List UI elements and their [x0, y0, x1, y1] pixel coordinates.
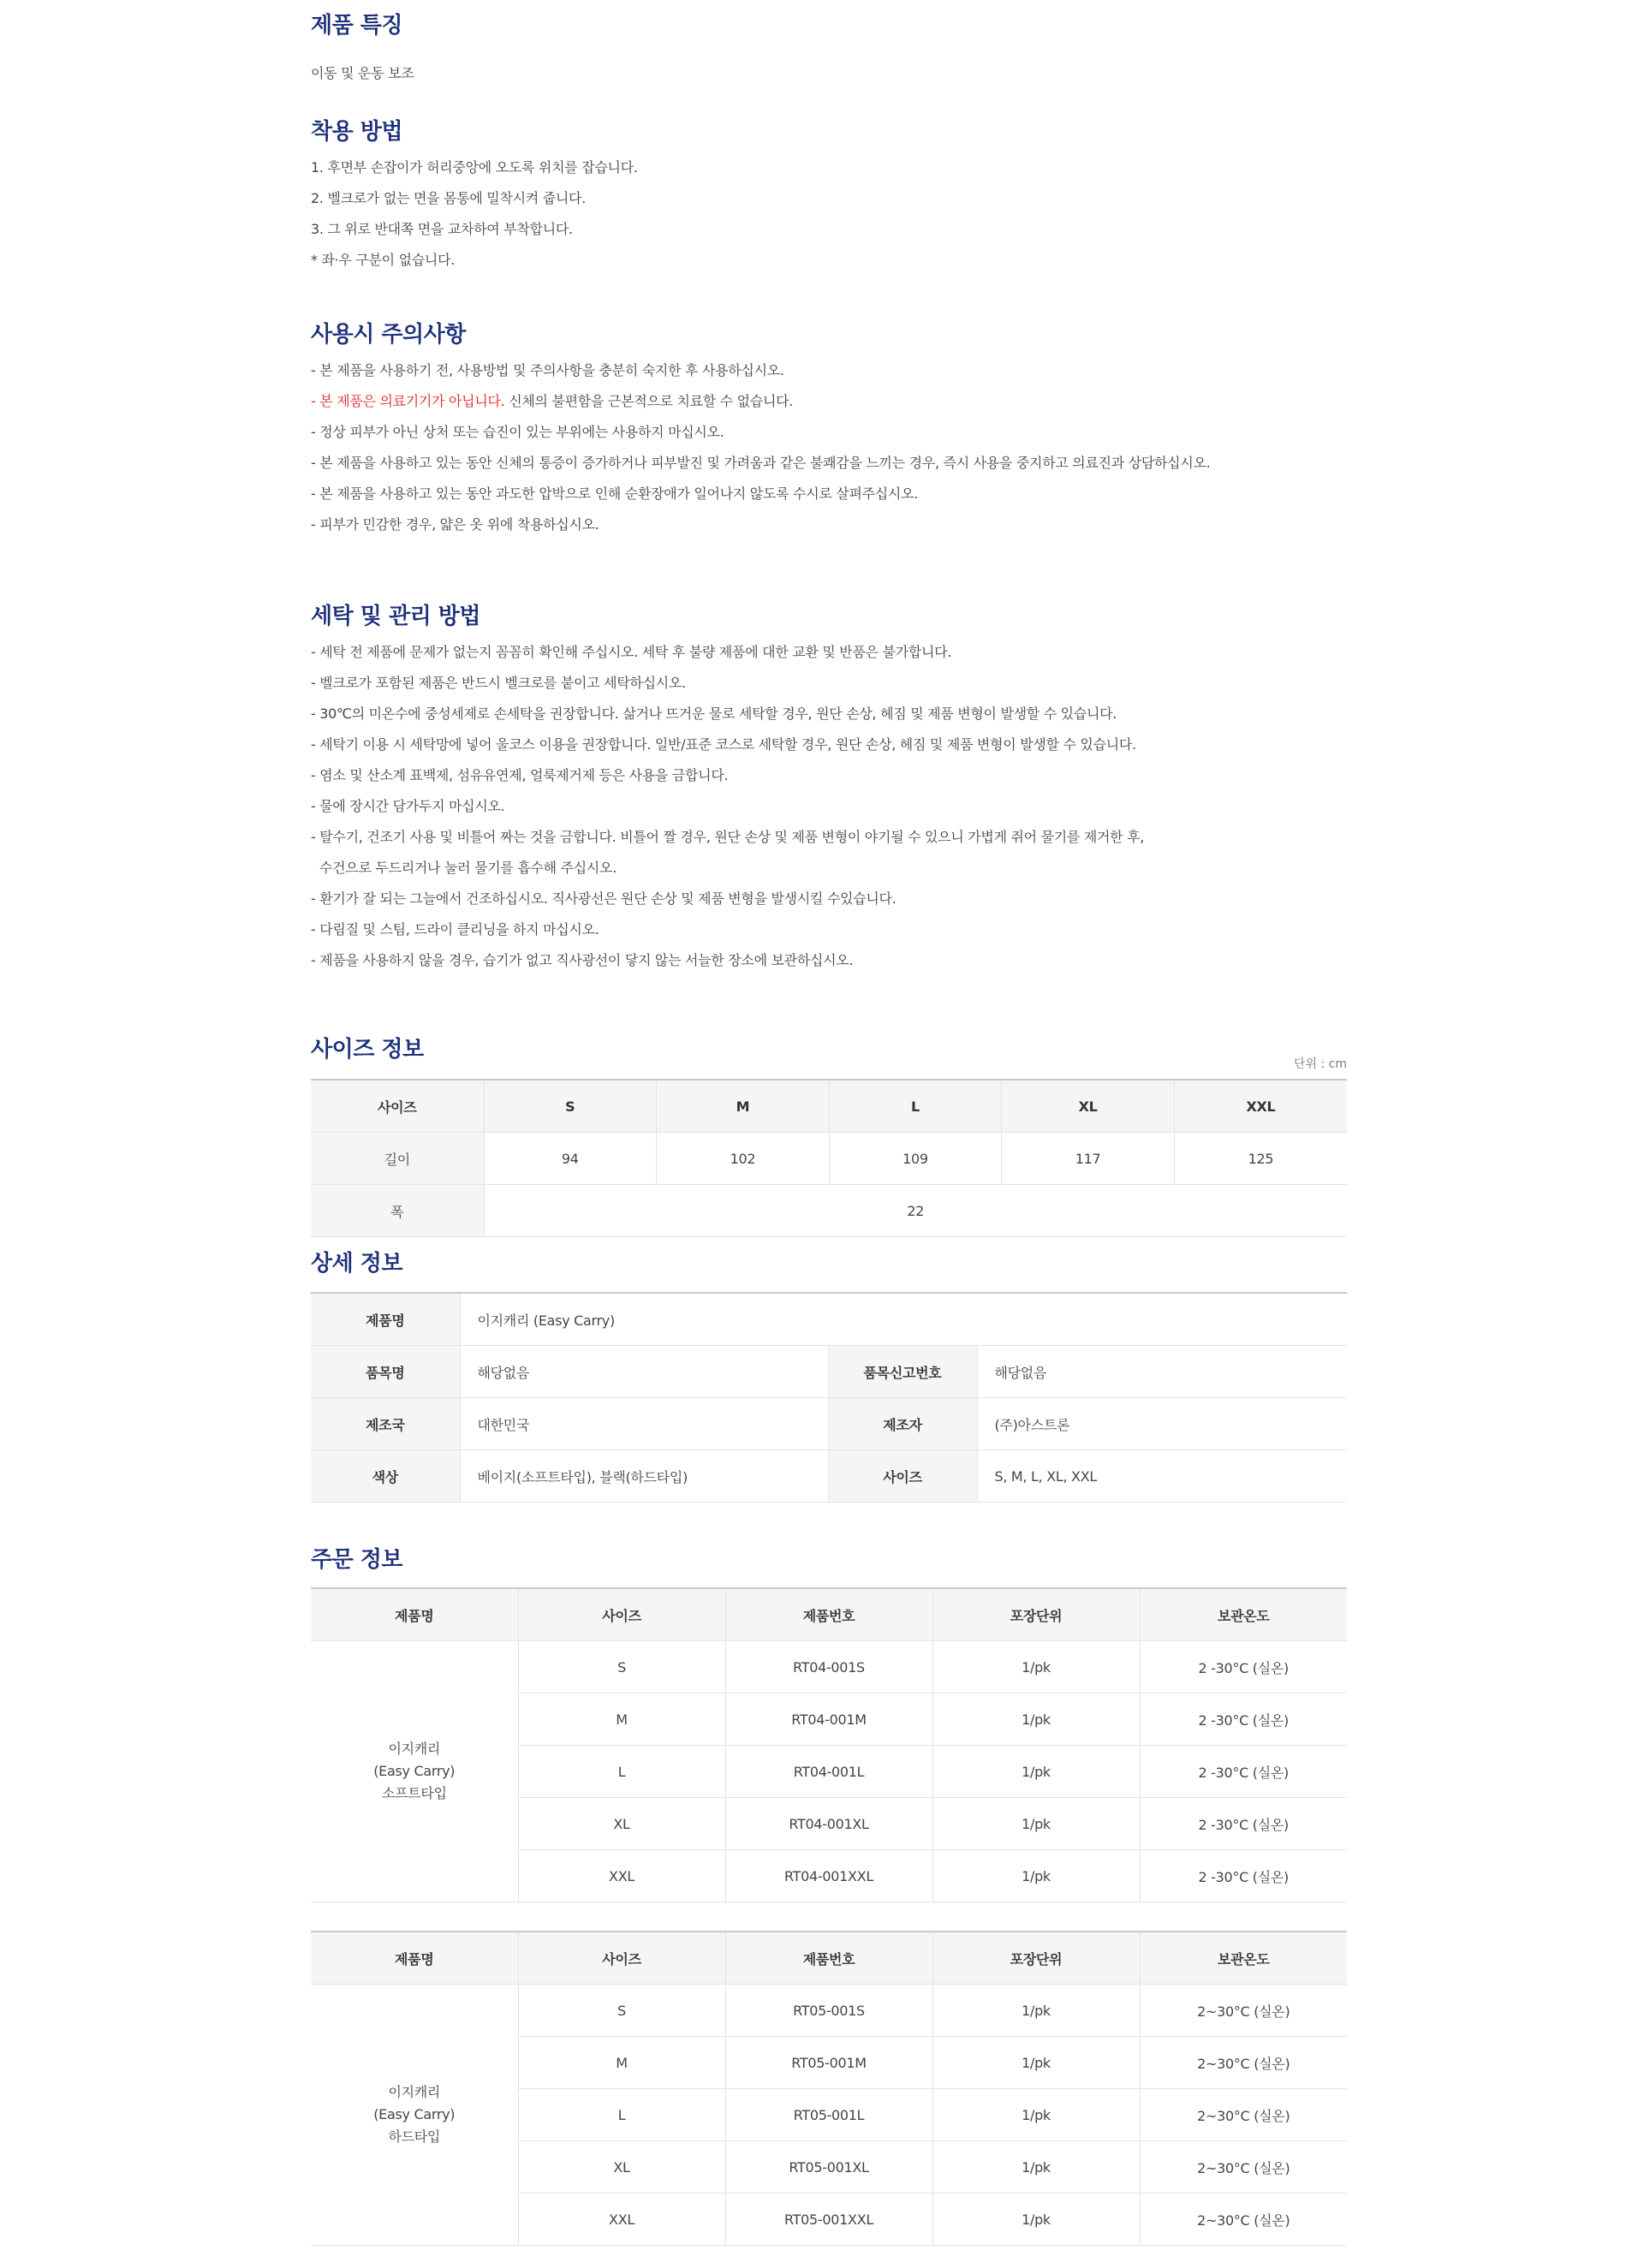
detail-section — [311, 1248, 1347, 1279]
size-cell: 22 — [484, 1185, 1347, 1237]
order-product-name-line: (Easy Carry) — [373, 2106, 456, 2122]
size-header-cell: M — [657, 1080, 830, 1133]
care-line: - 다림질 및 스팀, 드라이 클리닝을 하지 마십시오. — [311, 921, 599, 938]
detail-label: 사이즈 — [828, 1450, 977, 1503]
detail-row — [311, 1346, 1347, 1398]
order-cell: RT04-001L — [725, 1746, 932, 1798]
order-cell: 1/pk — [932, 1985, 1140, 2037]
howto-line: * 좌·우 구분이 없습니다. — [311, 252, 456, 268]
size-cell: 109 — [829, 1133, 1002, 1185]
size-header-cell: S — [484, 1080, 657, 1133]
order-cell: XL — [518, 1798, 725, 1850]
order-cell: XXL — [518, 1850, 725, 1902]
order-cell: 2 -30°C (실온) — [1140, 1694, 1347, 1746]
care-line: - 물에 장시간 담가두지 마십시오. — [311, 798, 505, 814]
order-header-cell: 보관온도 — [1140, 1588, 1347, 1641]
detail-label: 제조자 — [828, 1398, 977, 1450]
order-cell: RT05-001L — [725, 2089, 932, 2141]
detail-row — [311, 1293, 1347, 1346]
order-header-cell: 사이즈 — [518, 1588, 725, 1641]
howto-section — [311, 116, 1347, 276]
caution-line-rest: 신체의 불편함을 근본적으로 치료할 수 없습니다. — [504, 393, 794, 409]
order-cell: 2 -30°C (실온) — [1140, 1746, 1347, 1798]
size-row-label: 폭 — [311, 1185, 484, 1237]
detail-label: 제조국 — [311, 1398, 460, 1450]
detail-table-wrap — [311, 1292, 1347, 1503]
care-line: - 염소 및 산소계 표백제, 섬유유연제, 얼룩제거제 등은 사용을 금합니다. — [311, 767, 729, 783]
detail-value: 베이지(소프트타입), 블랙(하드타입) — [460, 1450, 828, 1503]
cautions-section — [311, 319, 1347, 540]
order-header-cell: 제품명 — [311, 1932, 518, 1985]
order-product-name — [311, 1641, 518, 1902]
detail-row — [311, 1398, 1347, 1450]
order-cell: 1/pk — [932, 2037, 1140, 2089]
order-cell: XL — [518, 2141, 725, 2194]
size-length-row — [311, 1133, 1347, 1185]
size-cell: 125 — [1174, 1133, 1347, 1185]
caution-line: - 본 제품을 사용하기 전, 사용방법 및 주의사항을 충분히 숙지한 후 사용하십시오. — [311, 362, 784, 378]
detail-table — [311, 1292, 1347, 1503]
order-cell: 2~30°C (실온) — [1140, 1985, 1347, 2037]
caution-line: - 피부가 민감한 경우, 얇은 옷 위에 착용하십시오. — [311, 516, 599, 533]
care-line: - 탈수기, 건조기 사용 및 비틀어 짜는 것을 금합니다. 비틀어 짤 경우, 원단 손상 및 제품 변형이 야기될 수 있으니 가볍게 쥐어 물기를 제거한 후, — [311, 829, 1145, 845]
size-title: 사이즈 정보 — [311, 1037, 424, 1063]
order-product-name-line: (Easy Carry) — [373, 1763, 456, 1779]
detail-title: 상세 정보 — [311, 1251, 403, 1277]
order-table-hard — [311, 1931, 1347, 2246]
size-header-cell: XL — [1002, 1080, 1175, 1133]
order-cell: RT04-001XXL — [725, 1850, 932, 1902]
detail-value: (주)아스트론 — [977, 1398, 1347, 1450]
order-header-row — [311, 1588, 1347, 1641]
size-header-row — [311, 1080, 1347, 1133]
care-line: - 제품을 사용하지 않을 경우, 습기가 없고 직사광선이 닿지 않는 서늘한 장소에 보관하십시오. — [311, 952, 854, 968]
order-section — [311, 1545, 1347, 1575]
size-row-label: 길이 — [311, 1133, 484, 1185]
caution-line: - 본 제품을 사용하고 있는 동안 과도한 압박으로 인해 순환장애가 일어나지 않도록 수시로 살펴주십시오. — [311, 485, 919, 502]
order-cell: 2 -30°C (실온) — [1140, 1798, 1347, 1850]
size-section — [311, 1034, 1347, 1065]
howto-line: 3. 그 위로 반대쪽 면을 교차하여 부착합니다. — [311, 221, 573, 237]
detail-row — [311, 1450, 1347, 1503]
howto-line: 2. 벨크로가 없는 면을 몸통에 밀착시켜 줍니다. — [311, 190, 586, 206]
care-line: 수건으로 두드리거나 눌러 물기를 흡수해 주십시오. — [319, 860, 616, 876]
caution-line: - 정상 피부가 아닌 상처 또는 습진이 있는 부위에는 사용하지 마십시오. — [311, 424, 724, 440]
order-product-name-line: 이지캐리 — [388, 1741, 441, 1757]
order-cell: 2 -30°C (실온) — [1140, 1641, 1347, 1694]
order-header-cell: 포장단위 — [932, 1588, 1140, 1641]
order-cell: M — [518, 1694, 725, 1746]
order-header-cell: 제품번호 — [725, 1932, 932, 1985]
care-line: - 환기가 잘 되는 그늘에서 건조하십시오. 직사광선은 원단 손상 및 제품 변형을 발생시킬 수있습니다. — [311, 890, 896, 907]
order-cell: 1/pk — [932, 2194, 1140, 2246]
order-cell: RT04-001S — [725, 1641, 932, 1694]
order-header-cell: 포장단위 — [932, 1932, 1140, 1985]
detail-value: 대한민국 — [460, 1398, 828, 1450]
size-header-cell: 사이즈 — [311, 1080, 484, 1133]
detail-label: 제품명 — [311, 1293, 460, 1346]
detail-label: 색상 — [311, 1450, 460, 1503]
care-section — [311, 601, 1347, 976]
cautions-title: 사용시 주의사항 — [311, 322, 466, 348]
care-line: - 30℃의 미온수에 중성세제로 손세탁을 권장합니다. 삶거나 뜨거운 물로 세탁할 경우, 원단 손상, 헤짐 및 제품 변형이 발생할 수 있습니다. — [311, 705, 1117, 722]
order-row — [311, 1641, 1347, 1694]
order-product-name — [311, 1985, 518, 2246]
order-cell: 1/pk — [932, 1694, 1140, 1746]
size-cell: 94 — [484, 1133, 657, 1185]
care-line: - 벨크로가 포함된 제품은 반드시 벨크로를 붙이고 세탁하십시오. — [311, 675, 686, 691]
detail-value: 이지캐리 (Easy Carry) — [460, 1293, 1347, 1346]
detail-label: 품목명 — [311, 1346, 460, 1398]
order-cell: RT05-001S — [725, 1985, 932, 2037]
size-unit: 단위 : cm — [1293, 1057, 1347, 1071]
size-header-cell: XXL — [1174, 1080, 1347, 1133]
order-cell: 1/pk — [932, 1746, 1140, 1798]
order-cell: RT04-001M — [725, 1694, 932, 1746]
order-cell: XXL — [518, 2194, 725, 2246]
features-section — [311, 10, 1347, 89]
detail-value: S, M, L, XL, XXL — [977, 1450, 1347, 1503]
order-header-row — [311, 1932, 1347, 1985]
care-line: - 세탁기 이용 시 세탁망에 넣어 울코스 이용을 권장합니다. 일반/표준 코스로 세탁할 경우, 원단 손상, 헤짐 및 제품 변형이 발생할 수 있습니다. — [311, 736, 1136, 753]
order-product-name-line: 하드타입 — [388, 2128, 441, 2145]
detail-label: 품목신고번호 — [828, 1346, 977, 1398]
order-cell: 2 -30°C (실온) — [1140, 1850, 1347, 1902]
order-cell: M — [518, 2037, 725, 2089]
order-header-cell: 제품번호 — [725, 1588, 932, 1641]
size-table-wrap — [311, 1079, 1347, 1237]
size-table — [311, 1079, 1347, 1237]
size-width-row — [311, 1185, 1347, 1237]
order-cell: 1/pk — [932, 1798, 1140, 1850]
order-cell: S — [518, 1985, 725, 2037]
size-header-cell: L — [829, 1080, 1002, 1133]
order-product-name-line: 이지캐리 — [388, 2084, 441, 2100]
order-table-hard-wrap — [311, 1931, 1347, 2246]
order-cell: RT05-001XL — [725, 2141, 932, 2194]
order-cell: L — [518, 2089, 725, 2141]
order-cell: 1/pk — [932, 2141, 1140, 2194]
caution-line: - 본 제품을 사용하고 있는 동안 신체의 통증이 증가하거나 피부발진 및 가려움과 같은 불쾌감을 느끼는 경우, 즉시 사용을 중지하고 의료진과 상담하십시오. — [311, 455, 1211, 471]
howto-title: 착용 방법 — [311, 119, 403, 145]
order-cell: RT04-001XL — [725, 1798, 932, 1850]
features-line: 이동 및 운동 보조 — [311, 65, 414, 81]
order-title: 주문 정보 — [311, 1547, 403, 1573]
order-cell: S — [518, 1641, 725, 1694]
order-cell: 2~30°C (실온) — [1140, 2141, 1347, 2194]
care-line: - 세탁 전 제품에 문제가 없는지 꼼꼼히 확인해 주십시오. 세탁 후 불량 제품에 대한 교환 및 반품은 불가합니다. — [311, 644, 952, 660]
caution-warning-text: - 본 제품은 의료기기가 아닙니다. — [311, 393, 505, 409]
order-table-soft-wrap — [311, 1587, 1347, 1902]
detail-value: 해당없음 — [460, 1346, 828, 1398]
order-cell: 1/pk — [932, 1641, 1140, 1694]
order-cell: L — [518, 1746, 725, 1798]
order-cell: 2~30°C (실온) — [1140, 2089, 1347, 2141]
order-cell: 2~30°C (실온) — [1140, 2194, 1347, 2246]
order-header-cell: 사이즈 — [518, 1932, 725, 1985]
detail-value: 해당없음 — [977, 1346, 1347, 1398]
order-cell: RT05-001M — [725, 2037, 932, 2089]
order-cell: 1/pk — [932, 1850, 1140, 1902]
order-cell: 2~30°C (실온) — [1140, 2037, 1347, 2089]
size-cell: 102 — [657, 1133, 830, 1185]
features-title: 제품 특징 — [311, 13, 403, 39]
order-header-cell: 제품명 — [311, 1588, 518, 1641]
caution-line — [311, 386, 1347, 417]
order-row — [311, 1985, 1347, 2037]
order-cell: 1/pk — [932, 2089, 1140, 2141]
order-product-name-line: 소프트타입 — [381, 1785, 447, 1801]
order-cell: RT05-001XXL — [725, 2194, 932, 2246]
care-title: 세탁 및 관리 방법 — [311, 604, 480, 629]
size-cell: 117 — [1002, 1133, 1175, 1185]
order-header-cell: 보관온도 — [1140, 1932, 1347, 1985]
howto-line: 1. 후면부 손잡이가 허리중앙에 오도록 위치를 잡습니다. — [311, 159, 638, 176]
order-table-soft — [311, 1587, 1347, 1902]
